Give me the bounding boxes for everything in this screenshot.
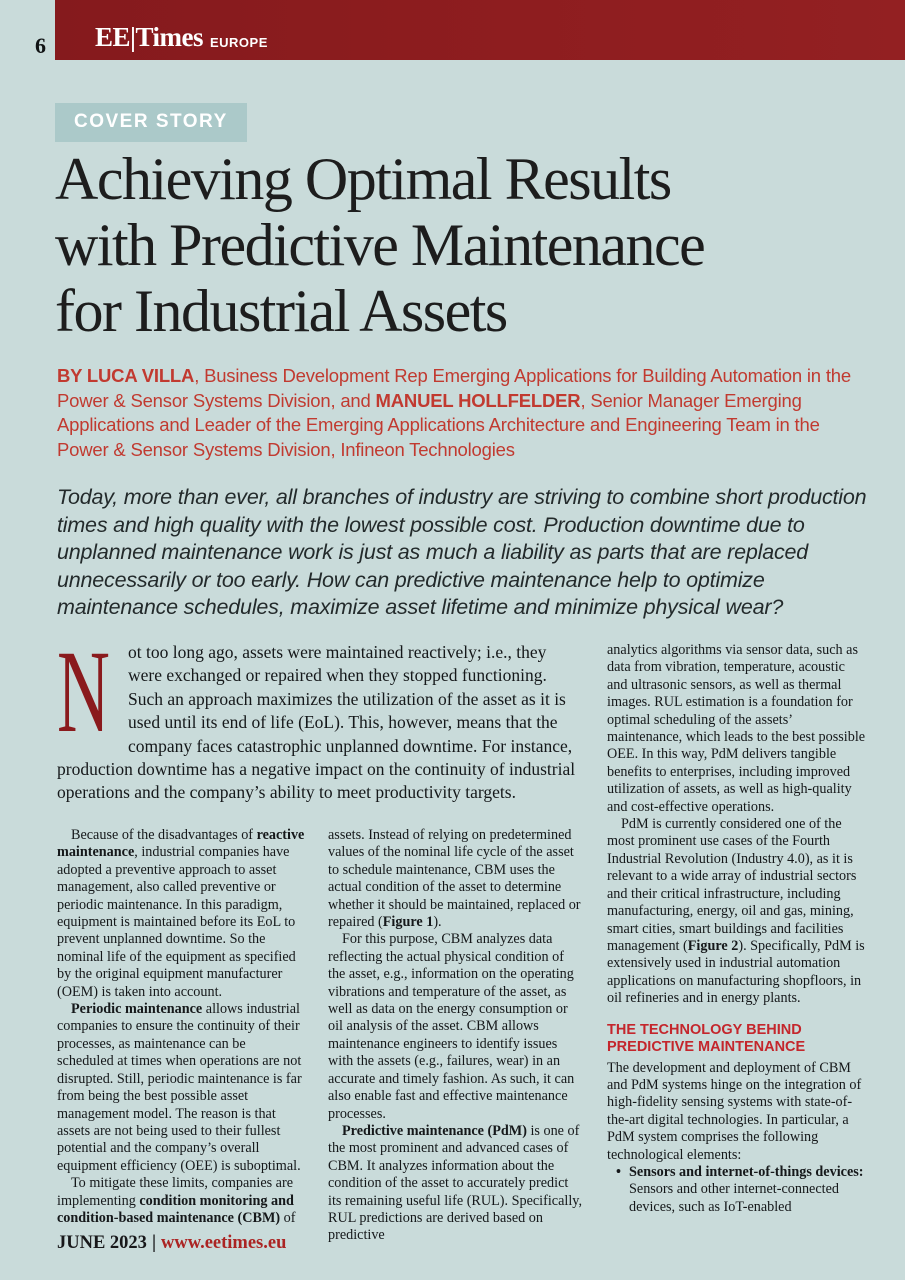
paragraph: For this purpose, CBM analyzes data reflecting the actual physical condition of the asset, e.g., information on the operating vibrations and temperature of the asset, as well as data on the energy consumption or oil analysis of the asset. CBM allows maintenance engineers to identify issues with the assets (e.g., failures, wear) in an accurate and timely fashion. As such, it can also enable fast and effective maintenance processes. (328, 931, 575, 1122)
paragraph: To mitigate these limits, companies are implementing condition monitoring and condition-based maintenance (CBM) of (57, 1175, 296, 1226)
byline: BY LUCA VILLA, Business Development Rep Emerging Applications for Building Automation in the Power & Sensor Systems Division, and MANUEL HOLLFELDER, Senior Manager Emerging Applications and Leader of the Emerging Applications Architecture and Engineering Team in the Power & Sensor Systems Division, Infineon Technologies (57, 365, 851, 460)
column-3-top (607, 642, 866, 1008)
brand-region-label: EUROPE (209, 35, 268, 50)
footer-issue: JUNE 2023 (57, 1233, 147, 1253)
title-line: Achieving Optimal Results (55, 146, 671, 212)
deck-paragraph: Today, more than ever, all branches of industry are striving to combine short production times and high quality with the lowest possible cost. Production downtime due to unplanned maintenance work is just as much a liability as parts that are replaced unnecessarily or too early. How can predictive maintenance help to optimize maintenance schedules, maximize asset lifetime and minimize physical wear? (57, 485, 867, 619)
intro-paragraph (57, 626, 577, 805)
column-3-bottom (607, 1060, 866, 1217)
dropcap (57, 626, 115, 757)
masthead-bar (55, 0, 905, 60)
intro-text: ot too long ago, assets were maintained reactively; i.e., they were exchanged or repaired when they stopped functioning. Such an approach maximizes the utilization of the asset as it is used until its end of life (EoL). This, however, means that the company faces catastrophic unplanned downtime. For instance, production downtime has a negative impact on the continuity of industrial operations and the company’s ability to meet productivity targets. (57, 642, 576, 803)
page-footer (57, 1233, 286, 1254)
footer-site-link[interactable]: www.eetimes.eu (161, 1233, 287, 1253)
section-heading: THE TECHNOLOGY BEHIND PREDICTIVE MAINTENANCE (607, 1021, 806, 1056)
body-column-3 (607, 642, 866, 1216)
title-line: with Predictive Maintenance (55, 212, 705, 278)
footer-separator: | (151, 1233, 157, 1253)
paragraph: PdM is currently considered one of the most prominent use cases of the Fourth Industrial Revolution (Industry 4.0), as it is relevant to a wide array of industrial sectors and their critical infrastructure, including manufacturing, energy, oil and gas, mining, smart cities, smart buildings and facilities management (Figure 2). Specifically, PdM is extensively used in industrial automation applications on manufacturing shopfloors, in oil refineries and in energy plants. (607, 816, 865, 1007)
body-column-1 (57, 827, 305, 1227)
page-number: 6 (35, 33, 46, 58)
brand-logo: EE|Times (95, 22, 203, 52)
paragraph: The development and deployment of CBM and PdM systems hinge on the integration of high-fidelity sensing systems with state-of-the-art digital technologies. In particular, a PdM system comprises the following technological elements: (607, 1059, 862, 1163)
paragraph: Because of the disadvantages of reactive maintenance, industrial companies have adopted a preventive approach to asset management, also called preventive or periodic maintenance. In this paradigm, equipment is maintained before its EoL to prevent unplanned downtime. So the nominal life of the equipment as specified by the original equipment manufacturer (OEM) is taken into account. (57, 827, 305, 1000)
paragraph: analytics algorithms via sensor data, such as data from vibration, temperature, acoustic and ultrasonic sensors, as well as thermal images. RUL estimation is a foundation for optimal scheduling of the assets’ maintenance, which leads to the best possible OEE. In this way, PdM delivers tangible benefits to enterprises, including improved utilization of assets, as well as high-quality and cost-effective operations. (607, 642, 866, 815)
body-column-2 (328, 827, 584, 1245)
title-line: for Industrial Assets (55, 278, 507, 344)
paragraph: Periodic maintenance allows industrial companies to ensure the continuity of their processes, as maintenance can be scheduled at times when operations are not disrupted. Still, periodic maintenance is far from being the best possible asset management model. The reason is that assets are not being used to their fullest potential and the company’s overall equipment efficiency (OEE) is suboptimal. (57, 1001, 302, 1174)
paragraph: assets. Instead of relying on predetermined values of the nominal life cycle of the asset to schedule maintenance, CBM uses the actual condition of the asset to determine whether it should be maintained, replaced or repaired (Figure 1). (328, 827, 581, 931)
cover-story-badge: COVER STORY (55, 103, 247, 142)
article-title (55, 146, 885, 344)
dropcap-letter: N (57, 626, 110, 757)
paragraph: Predictive maintenance (PdM) is one of the most prominent and advanced cases of CBM. It analyzes information about the condition of the asset to accurately predict its remaining useful life (RUL). Specifically, RUL predictions are derived based on predictive (328, 1122, 582, 1244)
bullet-item: • Sensors and internet-of-things devices: Sensors and other internet-connected devices, such as IoT-enabled (607, 1164, 866, 1216)
